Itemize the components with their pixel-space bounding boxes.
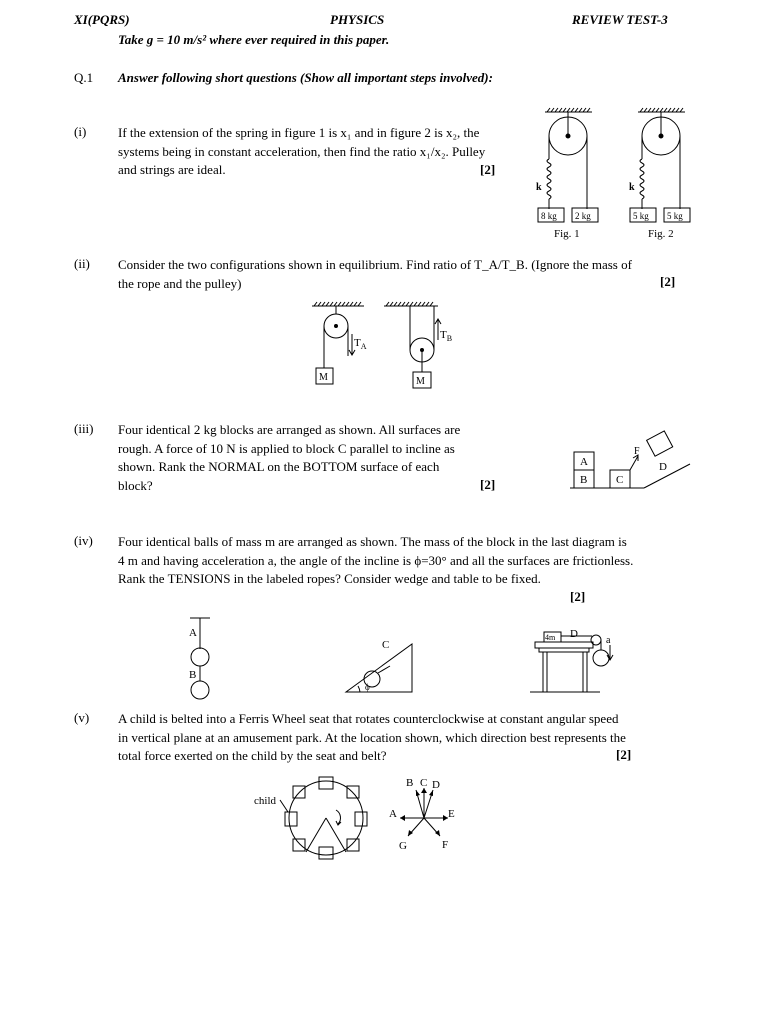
text-line: Four identical 2 kg blocks are arranged as shown. All surfaces are [118, 422, 461, 437]
direction-label: C [420, 777, 428, 789]
part-label: (ii) [74, 256, 90, 271]
part-text [118, 124, 538, 180]
direction-label: G [399, 840, 407, 852]
mass-label: M [319, 372, 328, 383]
text-line: If the extension of the spring in figure 1 is x₁ and in figure 2 is x₂, the [118, 125, 480, 140]
mass-label: 5 kg [667, 211, 683, 221]
text-line: Consider the two configurations shown in equilibrium. Find ratio of T_A/T_B. (Ignore the mass of [118, 257, 632, 272]
tension-subscript: B [446, 334, 453, 343]
spring-label: k [629, 182, 635, 193]
ferris-wheel-figure [250, 772, 470, 868]
child-label: child [254, 795, 276, 807]
marks: [2] [480, 477, 496, 492]
figure-caption: Fig. 1 [554, 228, 580, 240]
tension-a-label [354, 337, 367, 351]
question-number: Q.1 [74, 70, 94, 85]
blocks-incline-figure [566, 442, 696, 498]
text-line: systems being in constant acceleration, then find the ratio x₁/x₂. Pulley [118, 143, 486, 159]
text-line: 4 m and having acceleration a, the angle of the incline is ϕ=30° and all the surfaces are frictionless. [118, 552, 634, 568]
block-label: A [580, 456, 588, 468]
force-label: F [634, 446, 640, 457]
header-subject: PHYSICS [330, 12, 385, 27]
tension-symbol: T [354, 337, 361, 349]
direction-label: B [406, 777, 414, 789]
block-label: B [580, 474, 588, 486]
marks: [2] [480, 162, 496, 177]
rope-label: A [189, 627, 197, 639]
balls-figure [180, 612, 620, 704]
tension-symbol: T [440, 329, 447, 341]
direction-label: D [432, 779, 440, 791]
part-text [118, 421, 538, 495]
rope-label: D [570, 628, 578, 640]
marks: [2] [570, 589, 586, 604]
text-line: rough. A force of 10 N is applied to block C parallel to incline as [118, 440, 455, 456]
text-line: total force exerted on the child by the seat and belt? [118, 748, 387, 763]
spring-label: k [536, 182, 542, 193]
gravity-note: Take g = 10 m/s² where ever required in this paper. [118, 32, 390, 47]
part-label: (i) [74, 124, 87, 139]
direction-label: E [448, 808, 455, 820]
direction-label: F [442, 839, 449, 851]
marks: [2] [660, 274, 676, 289]
angle-label: ϕ [365, 682, 370, 692]
figure-caption: Fig. 2 [648, 228, 674, 240]
part-label: (v) [74, 710, 90, 725]
text-line: shown. Rank the NORMAL on the BOTTOM surface of each [118, 459, 440, 474]
rope-label: B [189, 669, 197, 681]
text-line: and strings are ideal. [118, 162, 226, 177]
tension-b-label [440, 329, 452, 343]
part-text [118, 256, 698, 293]
text-line: in vertical plane at an amusement park. At the location shown, which direction best represents the [118, 729, 626, 745]
block-label: 4m [545, 633, 556, 642]
block-label: D [659, 461, 667, 473]
text-line: A child is belted into a Ferris Wheel seat that rotates counterclockwise at constant angular speed [118, 711, 619, 726]
part-label: (iv) [74, 533, 93, 548]
spring-pulley-figure [530, 104, 700, 244]
text-line: block? [118, 477, 153, 493]
text-line: the rope and the pulley) [118, 275, 242, 291]
tension-subscript: A [360, 342, 367, 351]
acceleration-label: a [606, 635, 611, 646]
mass-label: 5 kg [633, 211, 649, 221]
direction-label: A [389, 808, 397, 820]
part-label: (iii) [74, 421, 94, 436]
text-line: Rank the TENSIONS in the labeled ropes? Consider wedge and table to be fixed. [118, 571, 541, 586]
header-test: REVIEW TEST-3 [572, 12, 668, 27]
question-title: Answer following short questions (Show all important steps involved): [118, 70, 493, 85]
block-label: C [616, 474, 624, 486]
header-left: XI(PQRS) [74, 12, 130, 27]
marks: [2] [616, 747, 632, 762]
part-text [118, 533, 708, 589]
mass-label: 8 kg [541, 211, 557, 221]
text-line: Four identical balls of mass m are arranged as shown. The mass of the block in the last diagram is [118, 534, 627, 549]
mass-label: M [416, 376, 425, 387]
tension-figure [306, 298, 456, 398]
mass-label: 2 kg [575, 211, 591, 221]
rope-label: C [382, 639, 390, 651]
